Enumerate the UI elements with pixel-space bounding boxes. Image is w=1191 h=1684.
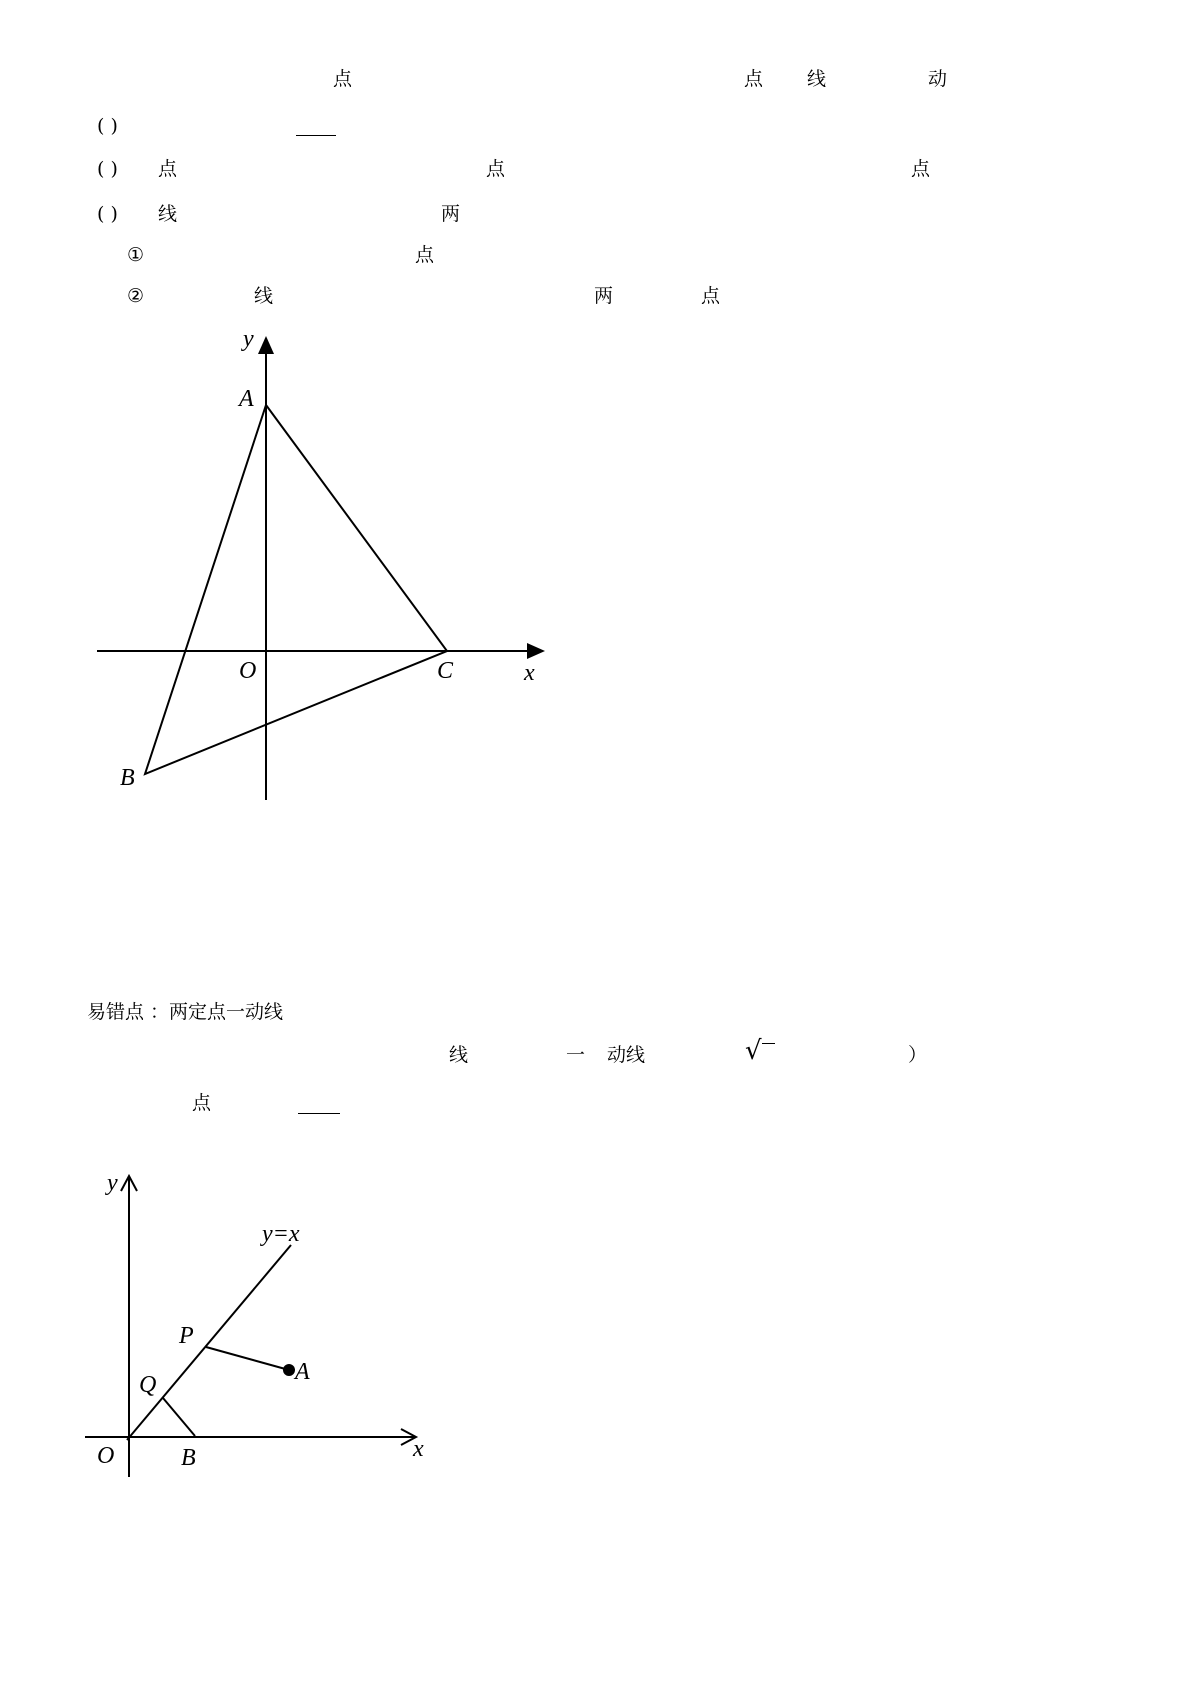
p1-top-word-1: 点: [333, 68, 353, 90]
p2-line-y-equals-x: [127, 1245, 291, 1440]
p2-segment-qb: [163, 1398, 195, 1436]
p1-q2-word-1: 点: [158, 158, 178, 180]
p1-q3-word-1: 线: [158, 203, 178, 225]
p2-line1-word-3: 动线: [607, 1044, 646, 1066]
p1-q1-number: ( ): [97, 115, 118, 137]
p1-top-word-2: 点: [744, 68, 764, 90]
p1-q3-sub1-marker: ①: [127, 244, 145, 266]
p2-point-a: [283, 1364, 295, 1376]
p2-segment-pa: [206, 1347, 289, 1370]
p1-q3-sub2-word-1: 线: [254, 285, 274, 307]
p1-q3-word-2: 两: [441, 203, 461, 225]
p2-label-q: Q: [139, 1372, 157, 1398]
p1-label-a: A: [239, 386, 254, 412]
p1-q3-number: ( ): [97, 203, 118, 225]
p1-label-x: x: [524, 660, 535, 686]
p1-q3-sub2-word-3: 点: [701, 285, 721, 307]
p1-q3-sub2-word-2: 两: [594, 285, 614, 307]
p2-label-x: x: [413, 1436, 424, 1462]
p1-label-b: B: [120, 765, 135, 791]
p1-label-o: O: [239, 658, 257, 684]
p1-q3-sub2-marker: ②: [127, 285, 145, 307]
p1-q2-number: ( ): [97, 158, 118, 180]
p2-line1-word-2: 一: [566, 1044, 586, 1066]
p1-q2-word-2: 点: [486, 158, 506, 180]
p1-top-word-4: 动: [928, 68, 948, 90]
p2-line1-paren: ）: [908, 1044, 928, 1066]
p1-top-word-3: 线: [807, 68, 827, 90]
p2-label-o: O: [97, 1443, 115, 1469]
p1-q3-sub1-word-1: 点: [415, 244, 435, 266]
p1-q2-word-3: 点: [911, 158, 931, 180]
p2-heading: 易错点 ：两定点一动线: [87, 1001, 284, 1023]
p2-label-y: y: [107, 1170, 118, 1196]
p2-line1-word-1: 线: [449, 1044, 469, 1066]
p2-line2-word-1: 点: [192, 1092, 212, 1114]
p1-label-y: y: [243, 326, 254, 352]
p2-label-b: B: [181, 1445, 196, 1471]
p1-label-c: C: [437, 658, 454, 684]
p2-label-a: A: [295, 1359, 310, 1385]
p2-line1-sqrt: √: [745, 1036, 762, 1066]
p2-label-line: y=x: [262, 1221, 300, 1247]
p2-label-p: P: [179, 1323, 194, 1349]
